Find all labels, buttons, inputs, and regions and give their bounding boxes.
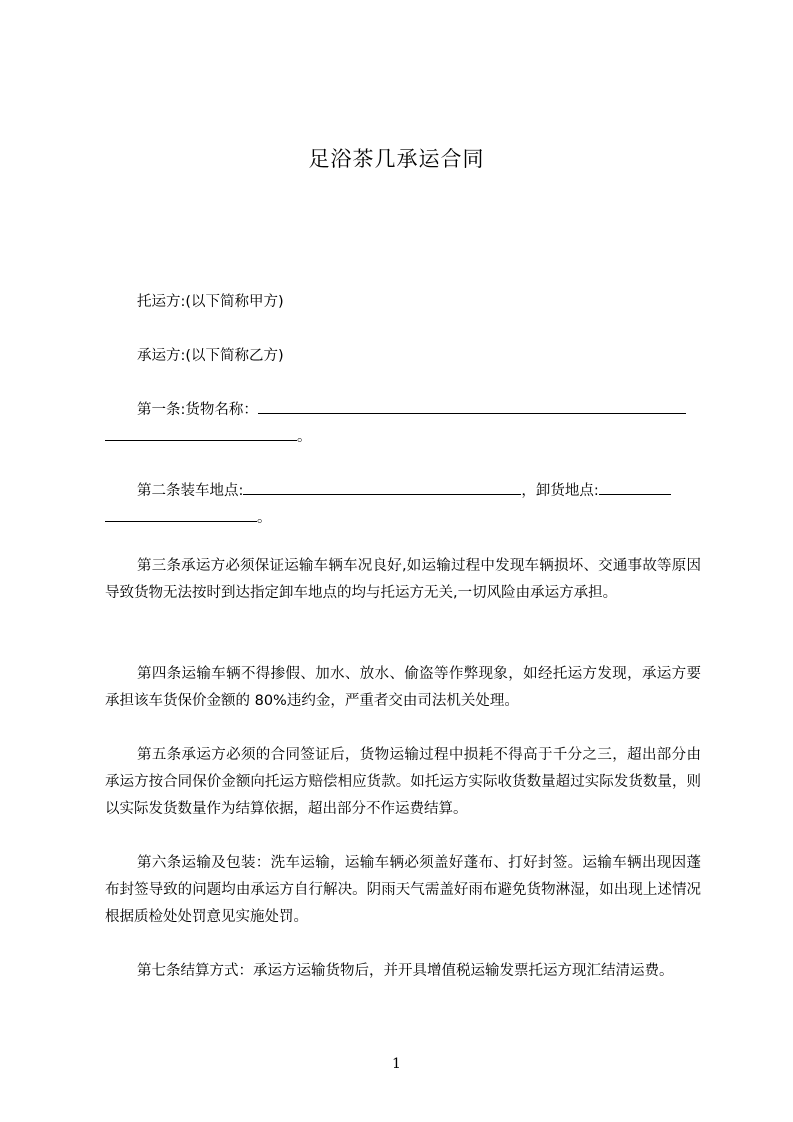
shipper-line: 托运方:(以下简称甲方) — [137, 294, 284, 310]
loading-place-blank — [243, 480, 521, 495]
article-2-line-2 — [105, 506, 272, 527]
page-number: 1 — [392, 1056, 401, 1072]
article-1-label: 第一条:货物名称： — [137, 402, 258, 418]
article-5: 第五条承运方必须的合同签证后，货物运输过程中损耗不得高于千分之三，超出部分由承运方按合同保价金额向托运方赔偿相应货款。如托运方实际收货数量超过实际发货数量，则以实际发货数量作为结算依据，超出部分不作运费结算。 — [105, 747, 701, 817]
article-2-line-1 — [137, 479, 671, 500]
article-2-label: 第二条装车地点: — [137, 483, 244, 499]
goods-name-blank-cont — [105, 426, 297, 441]
contract-title: 足浴茶几承运合同 — [308, 147, 485, 171]
article-3: 第三条承运方必须保证运输车辆车况良好,如运输过程中发现车辆损坏、交通事故等原因导致货物无法按时到达指定卸车地点的均与托运方无关,一切风险由承运方承担。 — [105, 558, 701, 601]
unloading-place-blank-cont — [105, 507, 257, 522]
carrier-line: 承运方:(以下简称乙方) — [137, 348, 284, 364]
article-1-end: 。 — [297, 429, 312, 445]
article-1-line-1 — [137, 398, 686, 419]
article-1-line-2 — [105, 425, 312, 446]
goods-name-blank — [258, 399, 686, 414]
article-7: 第七条结算方式：承运方运输货物后，并开具增值税运输发票托运方现汇结清运费。 — [137, 963, 674, 979]
article-2-end: 。 — [257, 510, 272, 526]
article-2-middle: ，卸货地点: — [521, 483, 599, 499]
unloading-place-blank — [599, 480, 671, 495]
article-4: 第四条运输车辆不得掺假、加水、放水、偷盗等作弊现象，如经托运方发现，承运方要承担该车货保价金额的 80%违约金，严重者交由司法机关处理。 — [105, 666, 701, 709]
article-6: 第六条运输及包装：洗车运输，运输车辆必须盖好蓬布、打好封签。运输车辆出现因蓬布封签导致的问题均由承运方自行解决。阴雨天气需盖好雨布避免货物淋湿，如出现上述情况根据质检处处罚意见实施处罚。 — [105, 855, 701, 925]
